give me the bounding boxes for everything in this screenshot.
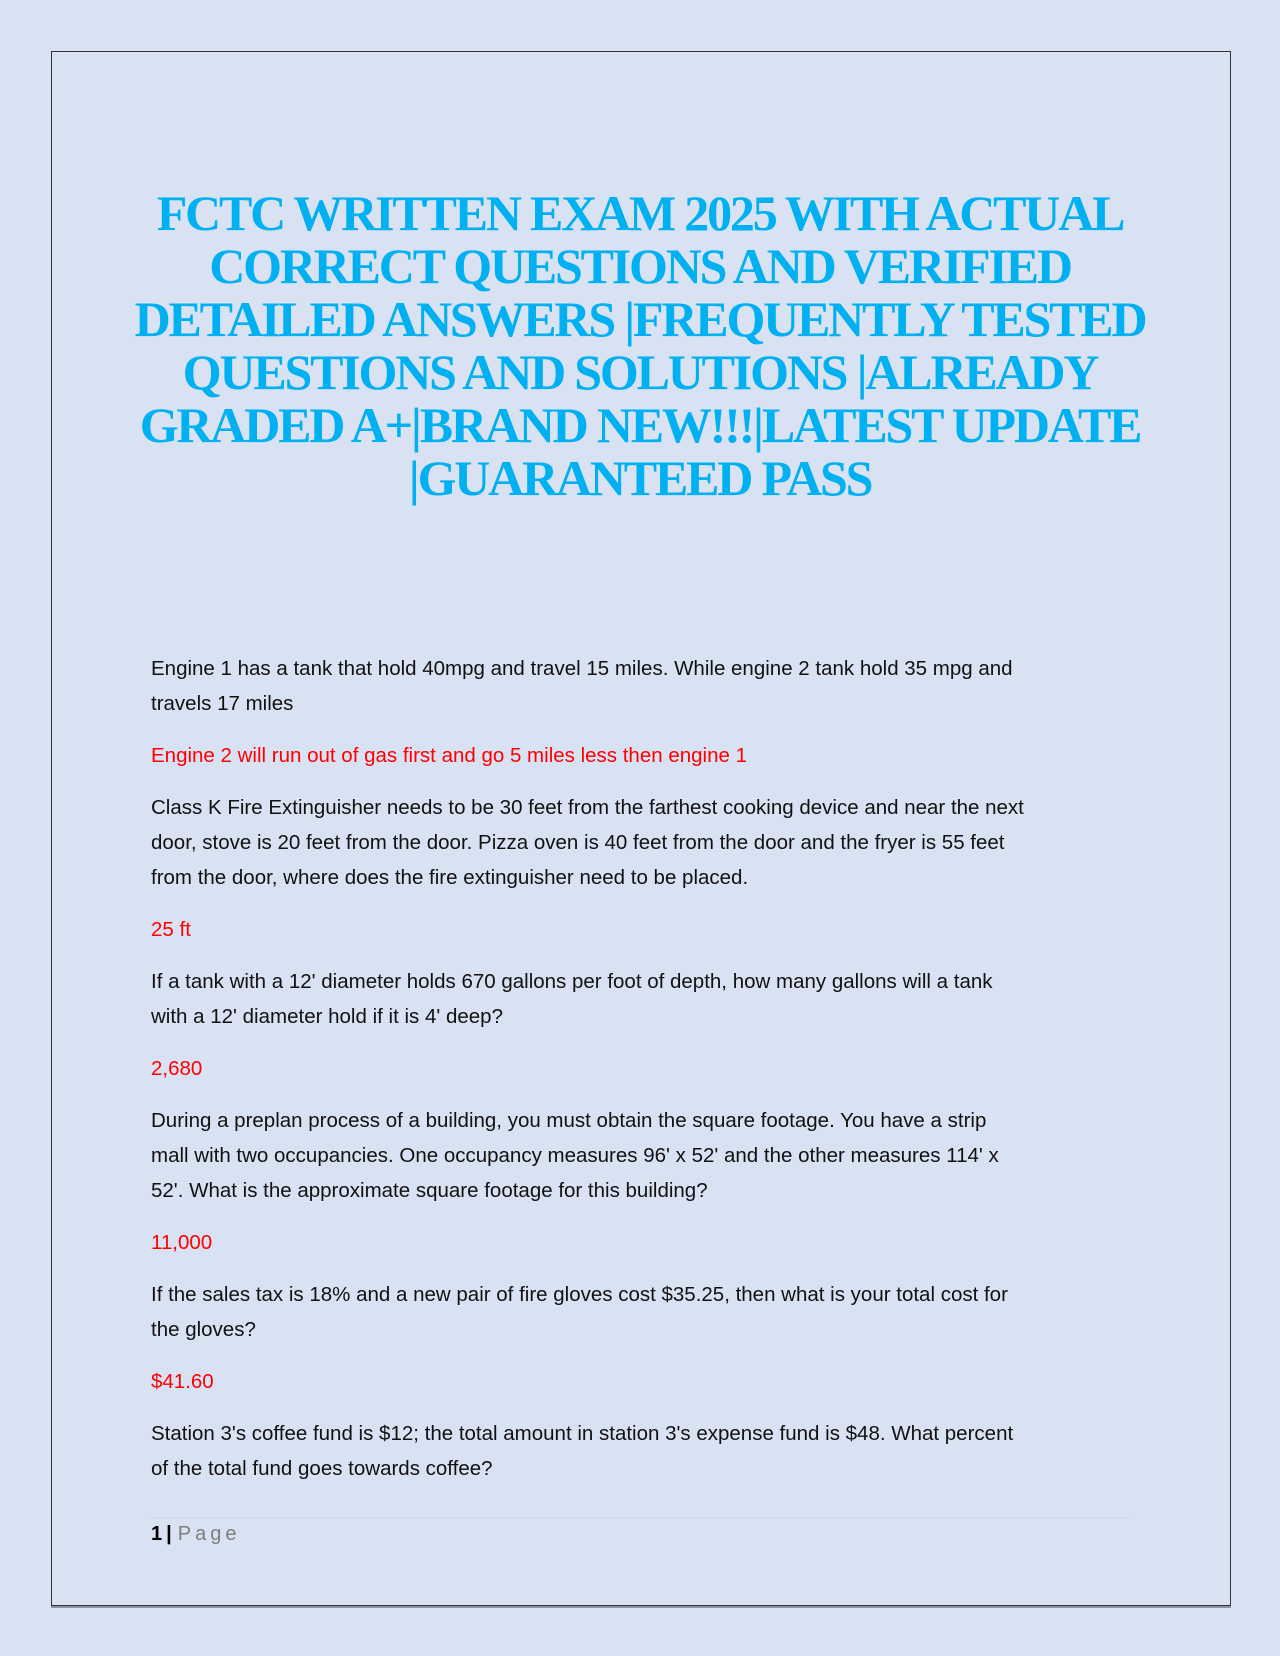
answer-text: 11,000 bbox=[151, 1231, 213, 1254]
footer-separator: | bbox=[166, 1523, 172, 1545]
question bbox=[151, 964, 1141, 1034]
title-line: DETAILED ANSWERS |FREQUENTLY TESTED bbox=[134, 290, 1146, 347]
answer-text: Engine 2 will run out of gas first and go 5 miles less then engine 1 bbox=[151, 744, 747, 767]
question-line: door, stove is 20 feet from the door. Pizza oven is 40 feet from the door and the fryer is 55 feet bbox=[151, 831, 1005, 854]
question-line: Station 3's coffee fund is $12; the total amount in station 3's expense fund is $48. What percent bbox=[151, 1422, 1014, 1445]
footer-divider bbox=[151, 1517, 1131, 1518]
page-label: Page bbox=[177, 1523, 241, 1545]
question bbox=[151, 1277, 1141, 1347]
question-line: During a preplan process of a building, you must obtain the square footage. You have a strip bbox=[151, 1109, 987, 1132]
question-line: the gloves? bbox=[151, 1318, 256, 1341]
question bbox=[151, 651, 1141, 721]
answer bbox=[151, 1364, 1141, 1399]
question-line: from the door, where does the fire extinguisher need to be placed. bbox=[151, 866, 749, 889]
title-line: |GUARANTEED PASS bbox=[408, 449, 872, 506]
answer-text: 25 ft bbox=[151, 918, 191, 941]
document-body bbox=[151, 651, 1141, 1503]
question-line: If the sales tax is 18% and a new pair of fire gloves cost $35.25, then what is your total cost for bbox=[151, 1283, 1008, 1306]
title-line: CORRECT QUESTIONS AND VERIFIED bbox=[209, 237, 1071, 294]
title-line: QUESTIONS AND SOLUTIONS |ALREADY bbox=[182, 343, 1098, 400]
title-line: FCTC WRITTEN EXAM 2025 WITH ACTUAL bbox=[156, 184, 1124, 241]
question-line: 52'. What is the approximate square footage for this building? bbox=[151, 1179, 708, 1202]
answer-text: $41.60 bbox=[151, 1370, 214, 1393]
question bbox=[151, 790, 1141, 895]
question-line: of the total fund goes towards coffee? bbox=[151, 1457, 493, 1480]
title-line: GRADED A+|BRAND NEW!!!|LATEST UPDATE bbox=[139, 396, 1141, 453]
answer bbox=[151, 1225, 1141, 1260]
question-line: with a 12' diameter hold if it is 4' deep? bbox=[151, 1005, 503, 1028]
question bbox=[151, 1103, 1141, 1208]
question-line: Class K Fire Extinguisher needs to be 30 feet from the farthest cooking device and near the next bbox=[151, 796, 1024, 819]
page-number: 1 bbox=[151, 1523, 163, 1545]
answer bbox=[151, 738, 1141, 773]
question bbox=[151, 1416, 1141, 1486]
answer bbox=[151, 1051, 1141, 1086]
question-line: If a tank with a 12' diameter holds 670 gallons per foot of depth, how many gallons will a tank bbox=[151, 970, 993, 993]
question-line: mall with two occupancies. One occupancy measures 96' x 52' and the other measures 114' x bbox=[151, 1144, 999, 1167]
page-footer bbox=[151, 1523, 240, 1546]
document-title bbox=[120, 184, 1160, 506]
question-line: travels 17 miles bbox=[151, 692, 294, 715]
question-line: Engine 1 has a tank that hold 40mpg and travel 15 miles. While engine 2 tank hold 35 mpg and bbox=[151, 657, 1013, 680]
answer-text: 2,680 bbox=[151, 1057, 203, 1080]
answer bbox=[151, 912, 1141, 947]
